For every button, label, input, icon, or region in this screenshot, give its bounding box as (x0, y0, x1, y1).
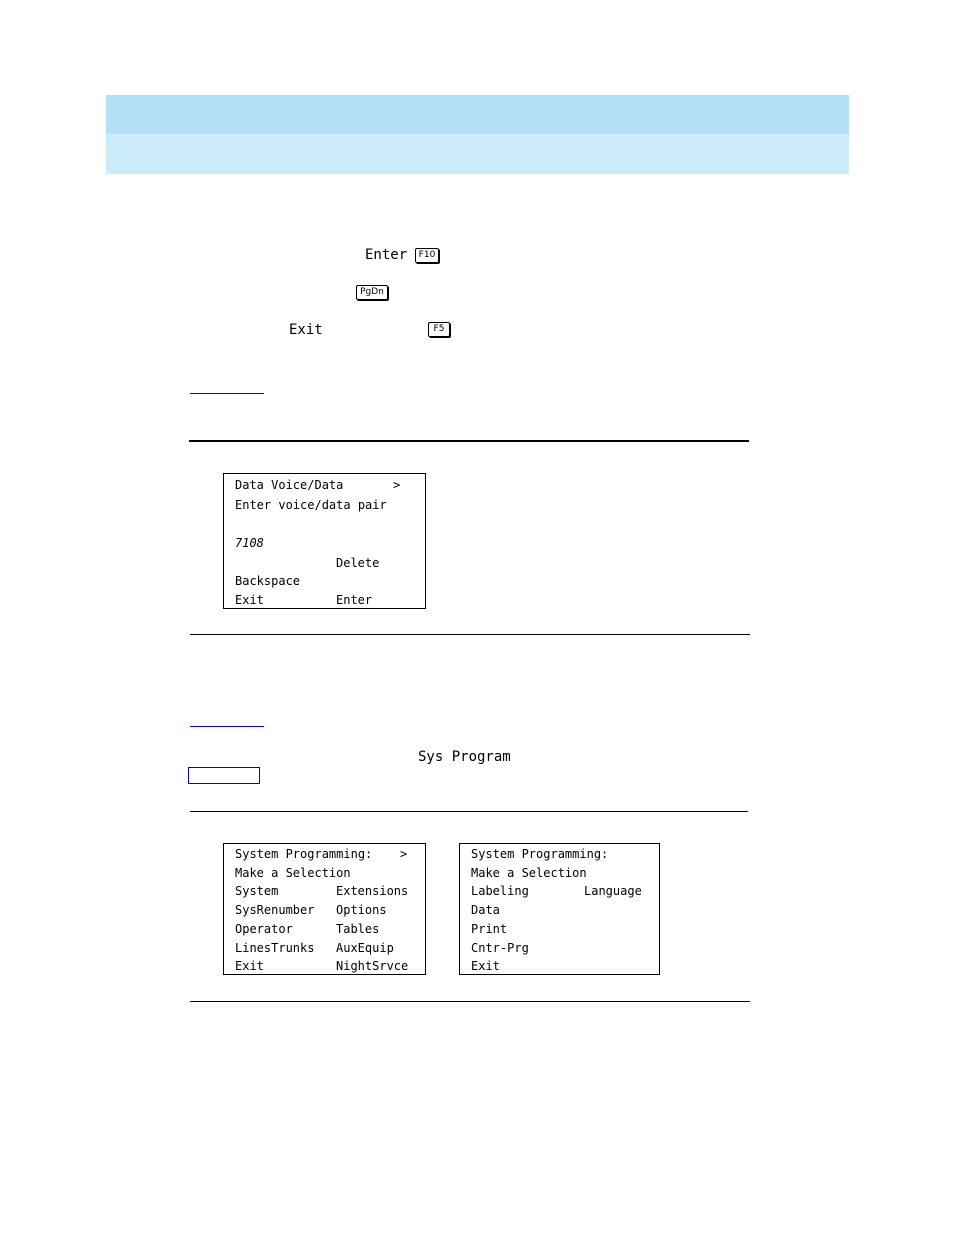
backspace-option[interactable]: Backspace (235, 574, 301, 588)
menu-option-tables[interactable]: Tables (336, 922, 380, 936)
sys-program-label: Sys Program (418, 749, 511, 765)
menu-option-exit[interactable]: Exit (235, 959, 264, 973)
console-screen-sysprog-page2 (459, 843, 660, 975)
console-screen-sysprog-page1 (223, 843, 426, 975)
menu-option-exit[interactable]: Exit (471, 959, 500, 973)
menu-option-data[interactable]: Data (471, 903, 500, 917)
screen-title: Data Voice/Data (235, 478, 344, 492)
exit-option[interactable]: Exit (235, 593, 264, 607)
f10-key-icon: F10 (415, 248, 439, 263)
screen-title: System Programming: (235, 847, 373, 861)
section-rule (189, 440, 749, 442)
exit-label: Exit (289, 322, 323, 338)
screen-subtitle: Make a Selection (471, 866, 587, 880)
f5-key-icon: F5 (428, 322, 450, 337)
menu-option-extensions[interactable]: Extensions (336, 884, 409, 898)
header-band-top (106, 95, 849, 134)
menu-option-cntr-prg[interactable]: Cntr-Prg (471, 941, 529, 955)
delete-option[interactable]: Delete (336, 556, 380, 570)
screen-subtitle: Make a Selection (235, 866, 351, 880)
header-band-bottom (106, 134, 849, 174)
pgdn-key-icon: PgDn (356, 285, 388, 300)
enter-option[interactable]: Enter (336, 593, 373, 607)
menu-option-print[interactable]: Print (471, 922, 508, 936)
cross-reference-link-box[interactable] (188, 767, 260, 784)
more-arrow-icon: > (393, 478, 401, 492)
menu-option-sysrenumber[interactable]: SysRenumber (235, 903, 315, 917)
menu-option-nightsrvce[interactable]: NightSrvce (336, 959, 409, 973)
cross-reference-link[interactable] (190, 726, 264, 727)
menu-option-options[interactable]: Options (336, 903, 387, 917)
section-rule (190, 811, 748, 812)
more-arrow-icon: > (400, 847, 408, 861)
menu-option-operator[interactable]: Operator (235, 922, 293, 936)
menu-option-language[interactable]: Language (584, 884, 642, 898)
section-rule (190, 1001, 750, 1002)
menu-option-labeling[interactable]: Labeling (471, 884, 529, 898)
entered-value: 7108 (235, 536, 264, 550)
menu-option-auxequip[interactable]: AuxEquip (336, 941, 394, 955)
console-screen-data-voice (223, 473, 426, 609)
menu-option-system[interactable]: System (235, 884, 279, 898)
enter-label: Enter (365, 247, 408, 263)
screen-title: System Programming: (471, 847, 609, 861)
menu-option-linestrunks[interactable]: LinesTrunks (235, 941, 315, 955)
section-rule (190, 634, 750, 635)
cross-reference-link[interactable] (190, 393, 264, 394)
screen-prompt: Enter voice/data pair (235, 498, 387, 512)
